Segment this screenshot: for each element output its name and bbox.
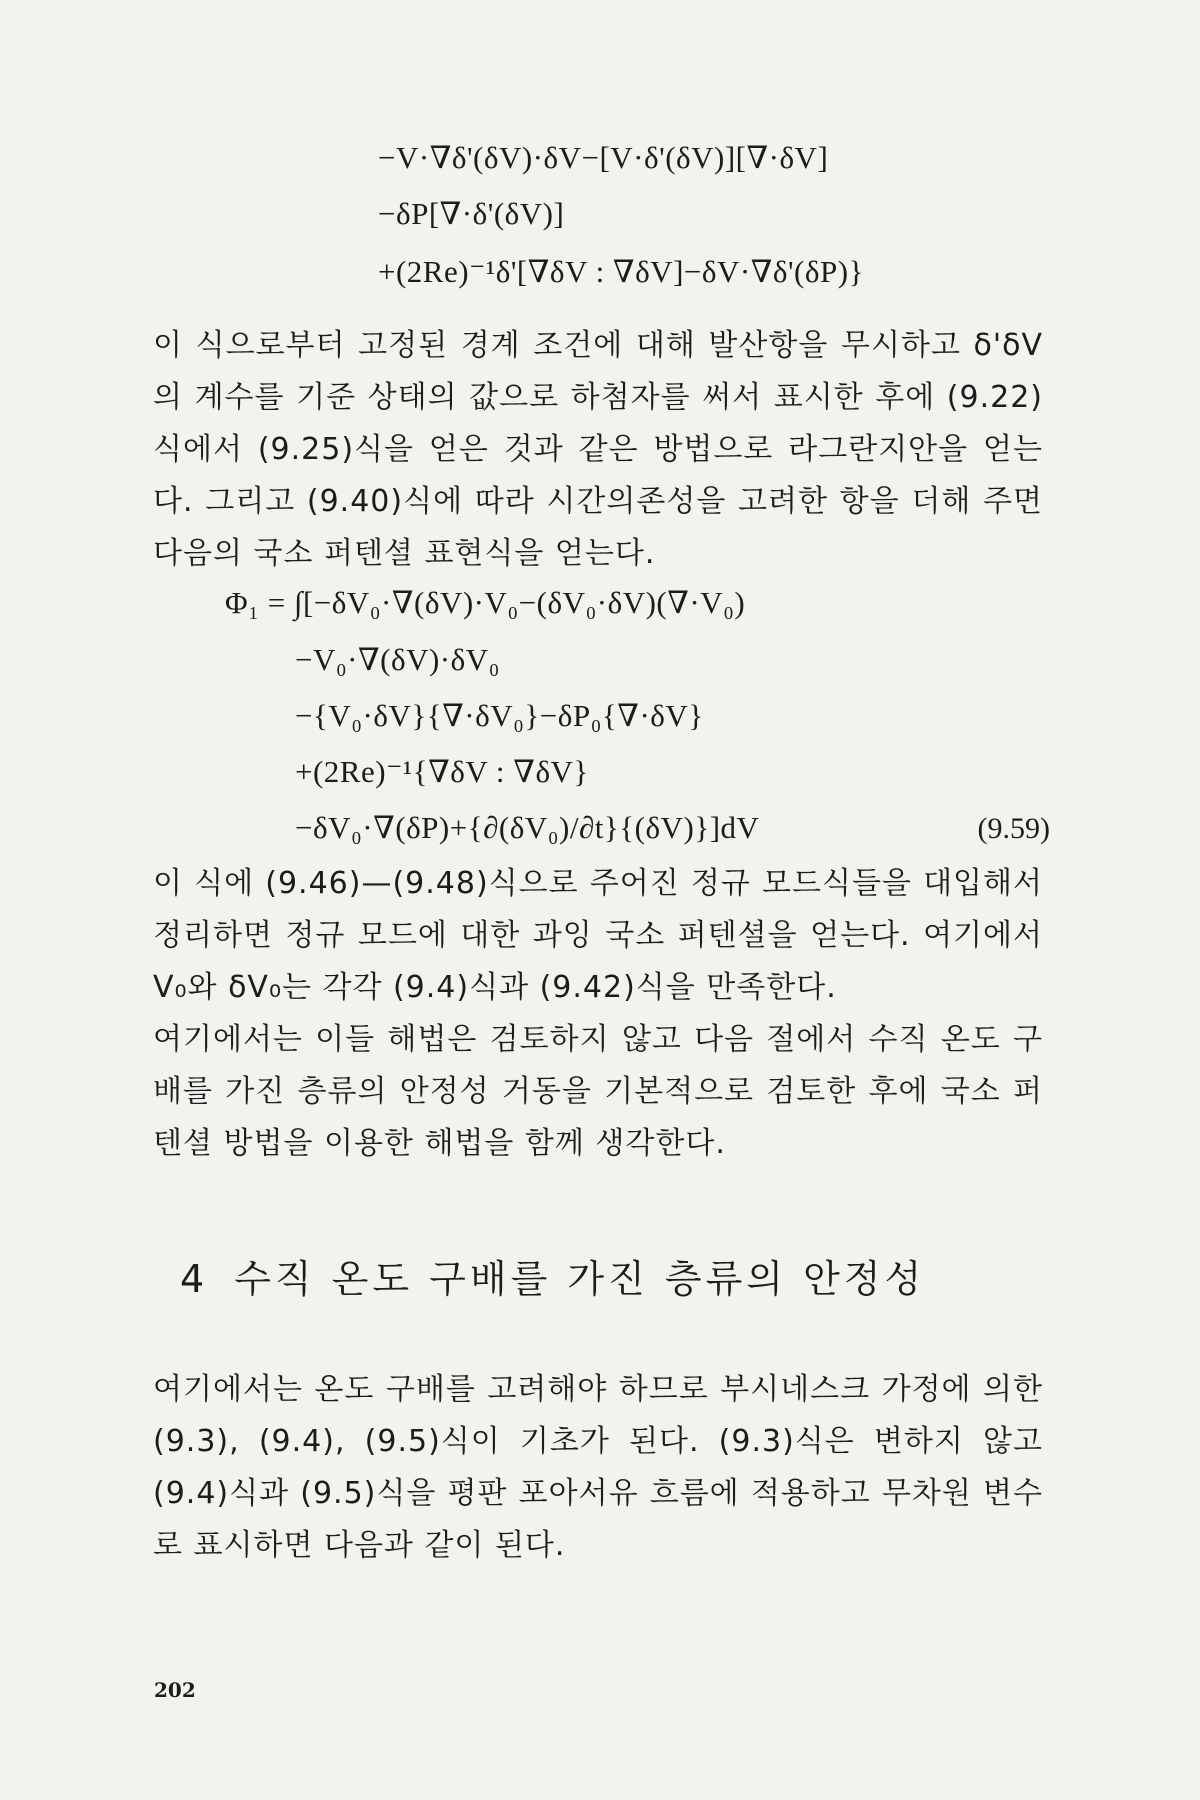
equation-line: +(2Re)⁻¹{∇δV : ∇δV}: [295, 754, 589, 789]
equation-line: Φ₁ = ∫[−δV₀·∇(δV)·V₀−(δV₀·δV)(∇·V₀): [225, 585, 746, 620]
equation-line: +(2Re)⁻¹δ'[∇δV : ∇δV]−δV·∇δ'(δP)}: [378, 254, 864, 289]
paragraph: 이 식으로부터 고정된 경계 조건에 대해 발산항을 무시하고 δ'δV의 계수를 기준 상태의 값으로 하첨자를 써서 표시한 후에 (9.22)식에서 (9.25)식을 얻은 것과 같은 방법으로 라그란지안을 얻는다. 그리고 (9.40)식에 따라 시간의존성을 고려한 항을 더해 주면 다음의 국소 퍼텐셜 표현식을 얻는다.: [153, 328, 1043, 571]
paragraph: 여기에서는 이들 해법은 검토하지 않고 다음 절에서 수직 온도 구배를 가진 층류의 안정성 거동을 기본적으로 검토한 후에 국소 퍼텐셜 방법을 이용한 해법을 함께 생각한다.: [153, 1022, 1043, 1161]
paragraph: 여기에서는 온도 구배를 고려해야 하므로 부시네스크 가정에 의한 (9.3), (9.4), (9.5)식이 기초가 된다. (9.3)식은 변하지 않고 (9.4)식과 (9.5)식을 평판 포아서유 흐름에 적용하고 무차원 변수로 표시하면 다음과 같이 된다.: [153, 1372, 1043, 1563]
equation-line: −V₀·∇(δV)·δV₀: [295, 642, 500, 677]
equation-line: −{V₀·δV}{∇·δV₀}−δP₀{∇·δV}: [295, 698, 704, 733]
section-title: 수직 온도 구배를 가진 층류의 안정성: [234, 1257, 926, 1301]
paragraph: 이 식에 (9.46)—(9.48)식으로 주어진 정규 모드식들을 대입해서 정리하면 정규 모드에 대한 과잉 국소 퍼텐셜을 얻는다. 여기에서 V₀와 δV₀는 각각 (9.4)식과 (9.42)식을 만족한다.: [153, 866, 1043, 1005]
equation-number: (9.59): [977, 812, 1050, 845]
section-number: 4: [180, 1257, 209, 1301]
equation-line: −δV₀·∇(δP)+{∂(δV₀)/∂t}{(δV)}]dV: [295, 810, 760, 845]
equation-line: −δP[∇·δ'(δV)]: [378, 196, 565, 231]
equation-line: −V·∇δ'(δV)·δV−[V·δ'(δV)][∇·δV]: [378, 140, 829, 175]
section-heading: [180, 1248, 925, 1303]
page-number: 202: [154, 1678, 196, 1702]
